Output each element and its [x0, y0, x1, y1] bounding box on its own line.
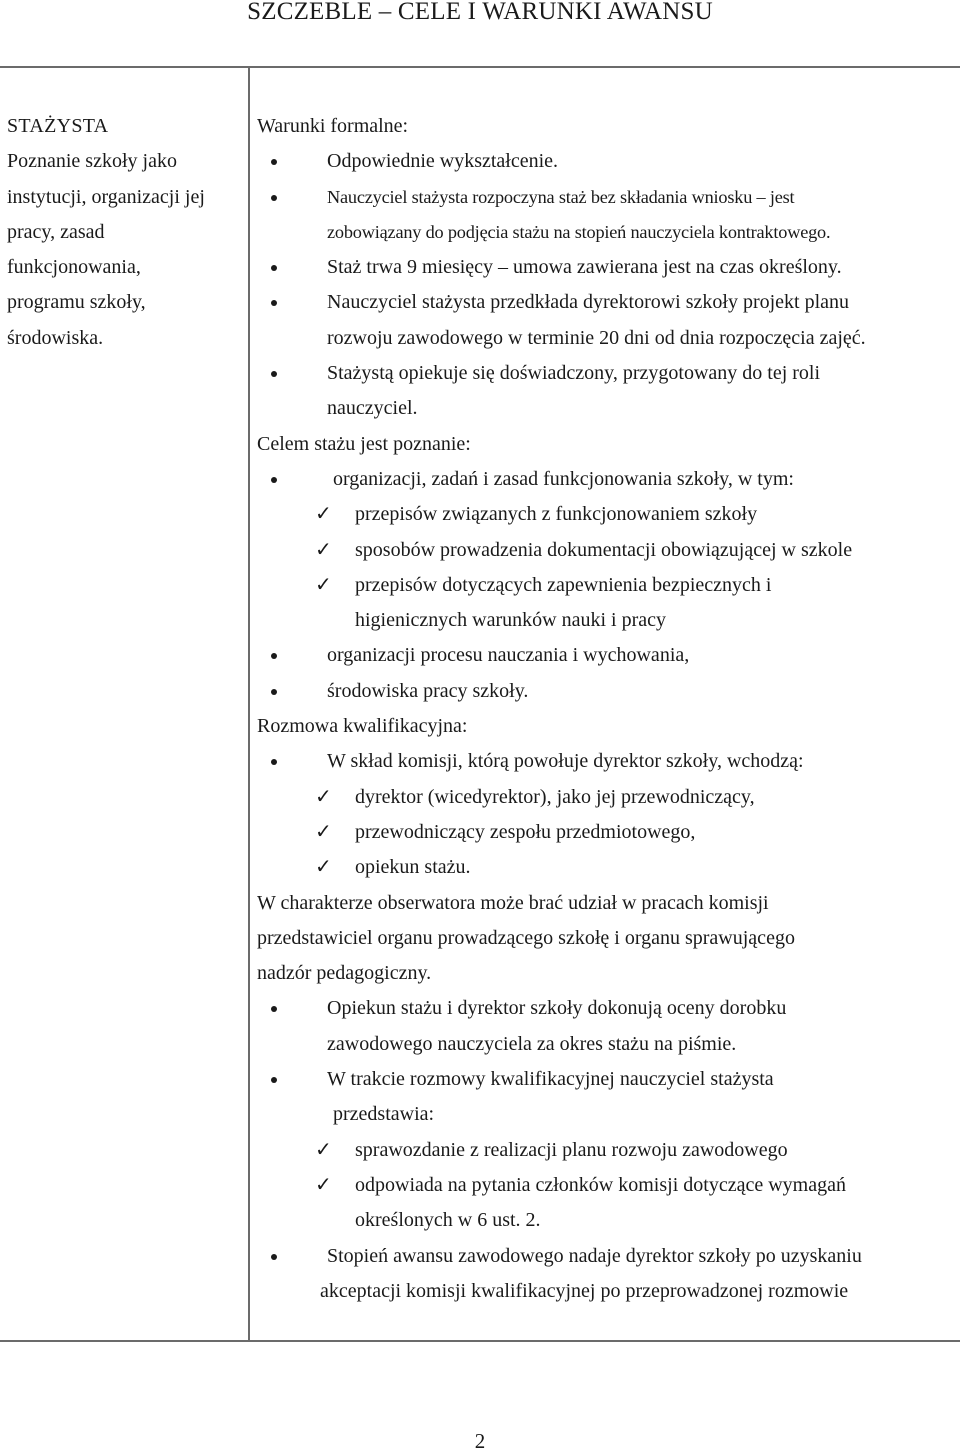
check-icon: ✓	[315, 820, 332, 843]
paragraph-line: przedstawiciel organu prowadzącego szkołę i organu sprawującego	[257, 926, 795, 949]
right-column	[257, 109, 957, 1309]
check-continuation: higienicznych warunków nauki i pracy	[355, 609, 667, 632]
bullet-item: W skład komisji, którą powołuje dyrektor szkoły, wchodzą:	[257, 744, 957, 779]
bullet-item: Stażystą opiekuje się doświadczony, przygotowany do tej roli	[257, 356, 957, 391]
section-heading-goal: Celem stażu jest poznanie:	[257, 432, 471, 455]
check-icon: ✓	[315, 1173, 332, 1196]
section-heading-interview: Rozmowa kwalifikacyjna:	[257, 715, 468, 738]
check-continuation: określonych w 6 ust. 2.	[355, 1209, 541, 1232]
check-item: ✓ przepisów związanych z funkcjonowaniem szkoły	[257, 497, 957, 532]
table-top-border	[0, 66, 960, 68]
level-heading: STAŻYSTA	[7, 115, 109, 137]
bullet-item: W trakcie rozmowy kwalifikacyjnej nauczyciel stażysta	[257, 1062, 957, 1097]
check-item: ✓ sposobów prowadzenia dokumentacji obowiązującej w szkole	[257, 533, 957, 568]
bullet-item: środowiska pracy szkoły.	[257, 674, 957, 709]
bullet-item: Staż trwa 9 miesięcy – umowa zawierana jest na czas określony.	[257, 250, 957, 285]
bullet-item: Odpowiednie wykształcenie.	[257, 144, 957, 179]
left-text-line: środowiska.	[7, 326, 104, 349]
check-item: ✓ przewodniczący zespołu przedmiotowego,	[257, 815, 957, 850]
page-title: SZCZEBLE – CELE I WARUNKI AWANSU	[247, 0, 713, 25]
bullet-item: organizacji, zadań i zasad funkcjonowania szkoły, w tym:	[257, 462, 957, 497]
left-text-line: pracy, zasad	[7, 220, 105, 243]
table-column-divider	[248, 66, 250, 1342]
bullet-continuation: rozwoju zawodowego w terminie 20 dni od dnia rozpoczęcia zajęć.	[327, 326, 866, 349]
bullet-continuation: zawodowego nauczyciela za okres stażu na piśmie.	[327, 1032, 737, 1055]
check-item: ✓ odpowiada na pytania członków komisji dotyczące wymagań	[257, 1168, 957, 1203]
check-icon: ✓	[315, 503, 332, 526]
bullet-item: Nauczyciel stażysta rozpoczyna staż bez składania wniosku – jest	[257, 180, 957, 215]
bullet-item: Opiekun stażu i dyrektor szkoły dokonują oceny dorobku	[257, 991, 957, 1026]
check-icon: ✓	[315, 538, 332, 561]
bullet-continuation: przedstawia:	[333, 1103, 435, 1126]
left-text-line: programu szkoły,	[7, 291, 146, 314]
bullet-continuation: akceptacji komisji kwalifikacyjnej po przeprowadzonej rozmowie	[320, 1279, 849, 1302]
page-number: 2	[474, 1429, 486, 1453]
check-icon: ✓	[315, 1138, 332, 1161]
table-bottom-border	[0, 1340, 960, 1342]
left-column	[7, 109, 245, 356]
bullet-item: organizacji procesu nauczania i wychowania,	[257, 638, 957, 673]
check-icon: ✓	[315, 573, 332, 596]
section-heading-formal: Warunki formalne:	[257, 115, 409, 137]
paragraph-line: W charakterze obserwatora może brać udział w pracach komisji	[257, 891, 769, 914]
bullet-continuation: nauczyciel.	[327, 397, 418, 420]
check-item: ✓ sprawozdanie z realizacji planu rozwoju zawodowego	[257, 1133, 957, 1168]
left-text-line: Poznanie szkoły jako	[7, 150, 177, 173]
check-item: ✓ opiekun stażu.	[257, 850, 957, 885]
check-item: ✓ dyrektor (wicedyrektor), jako jej przewodniczący,	[257, 780, 957, 815]
bullet-item: Nauczyciel stażysta przedkłada dyrektorowi szkoły projekt planu	[257, 285, 957, 320]
left-text-line: funkcjonowania,	[7, 256, 141, 279]
check-icon: ✓	[315, 785, 332, 808]
paragraph-line: nadzór pedagogiczny.	[257, 962, 432, 985]
check-item: ✓ przepisów dotyczących zapewnienia bezpiecznych i	[257, 568, 957, 603]
check-icon: ✓	[315, 856, 332, 879]
bullet-item: Stopień awansu zawodowego nadaje dyrektor szkoły po uzyskaniu	[257, 1239, 957, 1274]
left-text-line: instytucji, organizacji jej	[7, 185, 205, 208]
bullet-continuation: zobowiązany do podjęcia stażu na stopień nauczyciela kontraktowego.	[327, 221, 831, 242]
